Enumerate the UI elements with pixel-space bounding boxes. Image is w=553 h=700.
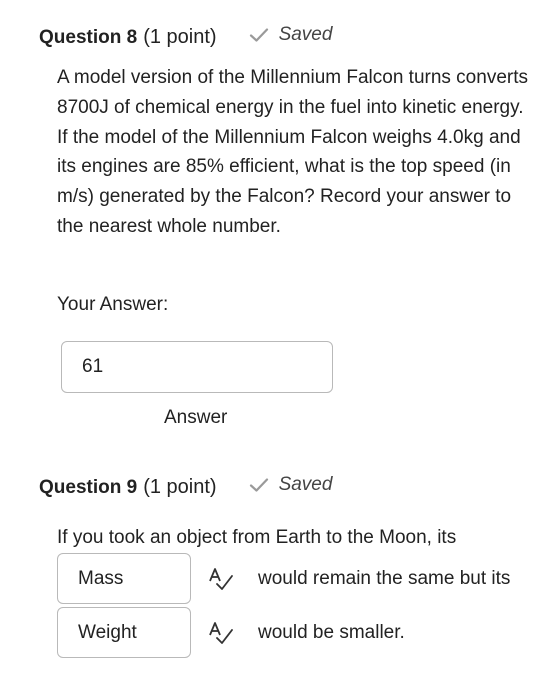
question-9-text: If you took an object from Earth to the Moon, its	[57, 527, 457, 548]
spellcheck-icon[interactable]	[208, 567, 234, 591]
question-9-title: Question 9	[39, 477, 138, 498]
fill-blank-row-2	[57, 607, 405, 658]
blank-after-text: would be smaller.	[258, 621, 405, 643]
question-8-header	[39, 24, 332, 49]
check-icon	[249, 27, 269, 43]
question-8-text: A model version of the Millennium Falcon turns converts 8700J of chemical energy in the fuel into kinetic energy. If the model of the Millennium Falcon weighs 4.0kg and its engines are 85% efficient, what is the top speed (in m/s) generated by the Falcon? Record your answer to the nearest whole number.	[57, 67, 528, 237]
answer-input-value: 61	[82, 356, 104, 377]
fill-blank-row-1	[57, 553, 510, 604]
question-8-title: Question 8	[39, 27, 138, 48]
answer-input[interactable]	[61, 341, 333, 393]
question-8-points: (1 point)	[143, 26, 217, 48]
question-8-saved-status	[249, 24, 333, 46]
blank-input-weight[interactable]	[57, 607, 191, 658]
check-icon	[249, 477, 269, 493]
answer-caption: Answer	[164, 407, 228, 428]
spellcheck-icon[interactable]	[208, 621, 234, 645]
blank-input-value: Mass	[78, 567, 124, 589]
question-9-saved-label: Saved	[278, 474, 333, 495]
question-9-points: (1 point)	[143, 476, 217, 498]
blank-input-mass[interactable]	[57, 553, 191, 604]
answer-label: Your Answer:	[57, 294, 169, 315]
blank-input-value: Weight	[78, 621, 137, 643]
blank-after-text: would remain the same but its	[258, 567, 511, 589]
question-8-saved-label: Saved	[278, 24, 333, 45]
question-9-saved-status	[249, 474, 333, 496]
question-9-header	[39, 474, 332, 499]
